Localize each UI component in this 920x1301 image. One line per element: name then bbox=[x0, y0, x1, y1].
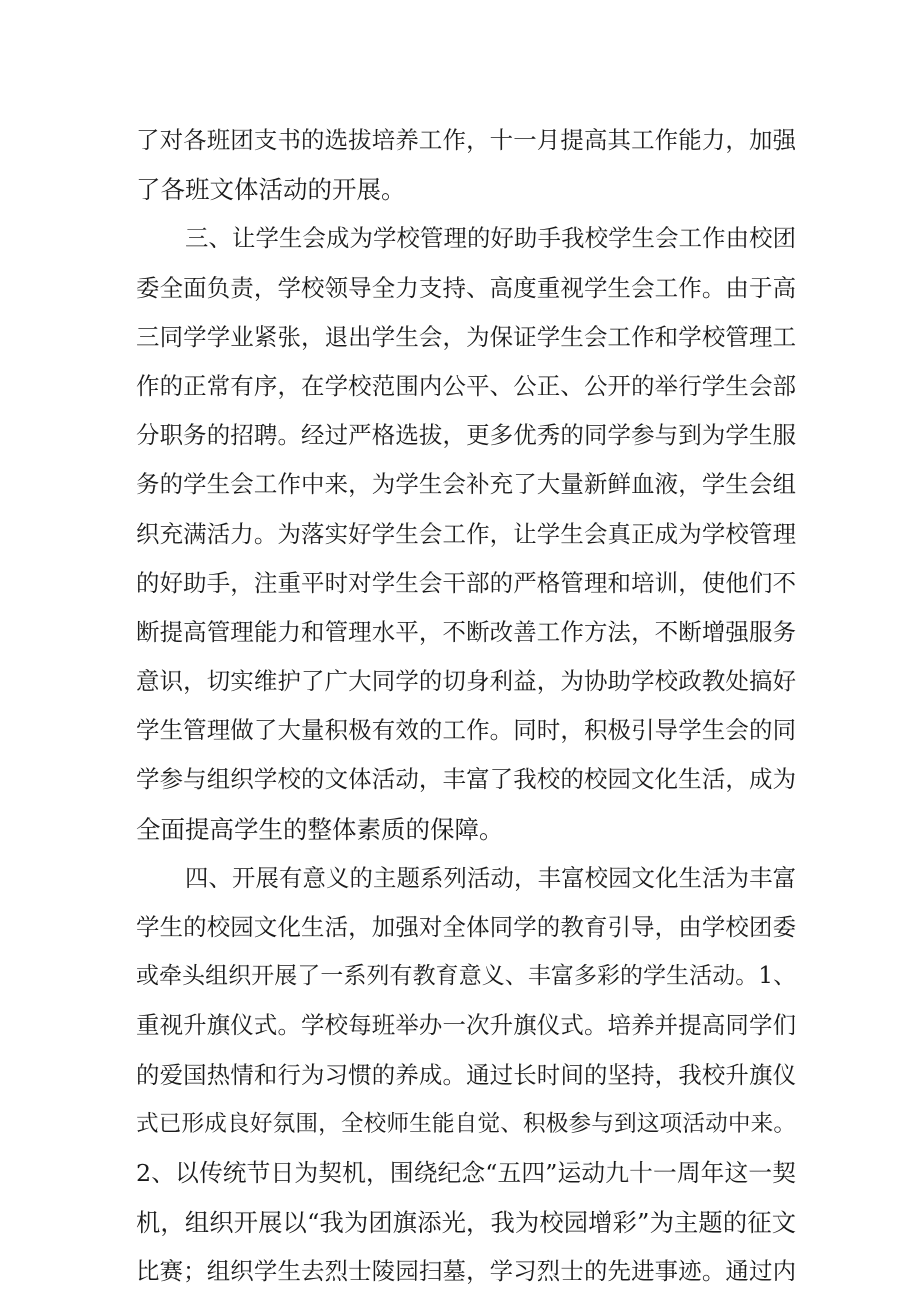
text-line: 学参与组织学校的文体活动，丰富了我校的校园文化生活，成为 bbox=[136, 765, 796, 794]
text-line: 了各班文体活动的开展。 bbox=[136, 175, 406, 205]
body-text bbox=[136, 116, 796, 1297]
text-line: 委全面负责，学校领导全力支持、高度重视学生会工作。由于高 bbox=[136, 273, 796, 302]
paragraph-1 bbox=[136, 116, 796, 214]
text-line: 的爱国热情和行为习惯的养成。通过长时间的坚持，我校升旗仪 bbox=[136, 1060, 796, 1089]
paragraph-2 bbox=[136, 214, 796, 853]
text-line: 重视升旗仪式。学校每班举办一次升旗仪式。培养并提高同学们 bbox=[136, 1011, 796, 1040]
text-line: 三、让学生会成为学校管理的好助手我校学生会工作由校团 bbox=[185, 224, 796, 253]
text-line: 分职务的招聘。经过严格选拔，更多优秀的同学参与到为学生服 bbox=[136, 421, 796, 450]
text-line: 断提高管理能力和管理水平，不断改善工作方法，不断增强服务 bbox=[136, 617, 796, 646]
text-line: 的好助手，注重平时对学生会干部的严格管理和培训，使他们不 bbox=[136, 568, 796, 597]
text-line: 比赛；组织学生去烈士陵园扫墓，学习烈士的先进事迹。通过内 bbox=[136, 1257, 796, 1286]
text-line: 了对各班团支书的选拔培养工作，十一月提高其工作能力，加强 bbox=[136, 126, 796, 154]
text-line: 织充满活力。为落实好学生会工作，让学生会真正成为学校管理 bbox=[136, 519, 796, 548]
text-line: 作的正常有序，在学校范围内公平、公正、公开的举行学生会部 bbox=[136, 371, 796, 400]
text-line: 或牵头组织开展了一系列有教育意义、丰富多彩的学生活动。1、 bbox=[136, 963, 796, 990]
text-line: 2、以传统节日为契机，围绕纪念“五四”运动九十一周年这一契 bbox=[136, 1158, 796, 1187]
text-line: 全面提高学生的整体素质的保障。 bbox=[136, 814, 504, 844]
paragraph-3 bbox=[136, 854, 796, 1297]
text-line: 式已形成良好氛围，全校师生能自觉、积极参与到这项活动中来。 bbox=[136, 1110, 796, 1137]
text-line: 机，组织开展以“我为团旗添光，我为校园增彩”为主题的征文 bbox=[136, 1208, 796, 1238]
text-line: 四、开展有意义的主题系列活动，丰富校园文化生活为丰富 bbox=[185, 863, 796, 892]
text-line: 意识，切实维护了广大同学的切身利益，为协助学校政教处搞好 bbox=[136, 667, 796, 696]
text-line: 务的学生会工作中来，为学生会补充了大量新鲜血液，学生会组 bbox=[136, 470, 796, 499]
text-line: 三同学学业紧张，退出学生会，为保证学生会工作和学校管理工 bbox=[136, 322, 796, 351]
text-line: 学生管理做了大量积极有效的工作。同时，积极引导学生会的同 bbox=[136, 716, 796, 745]
text-line: 学生的校园文化生活，加强对全体同学的教育引导，由学校团委 bbox=[136, 913, 796, 941]
